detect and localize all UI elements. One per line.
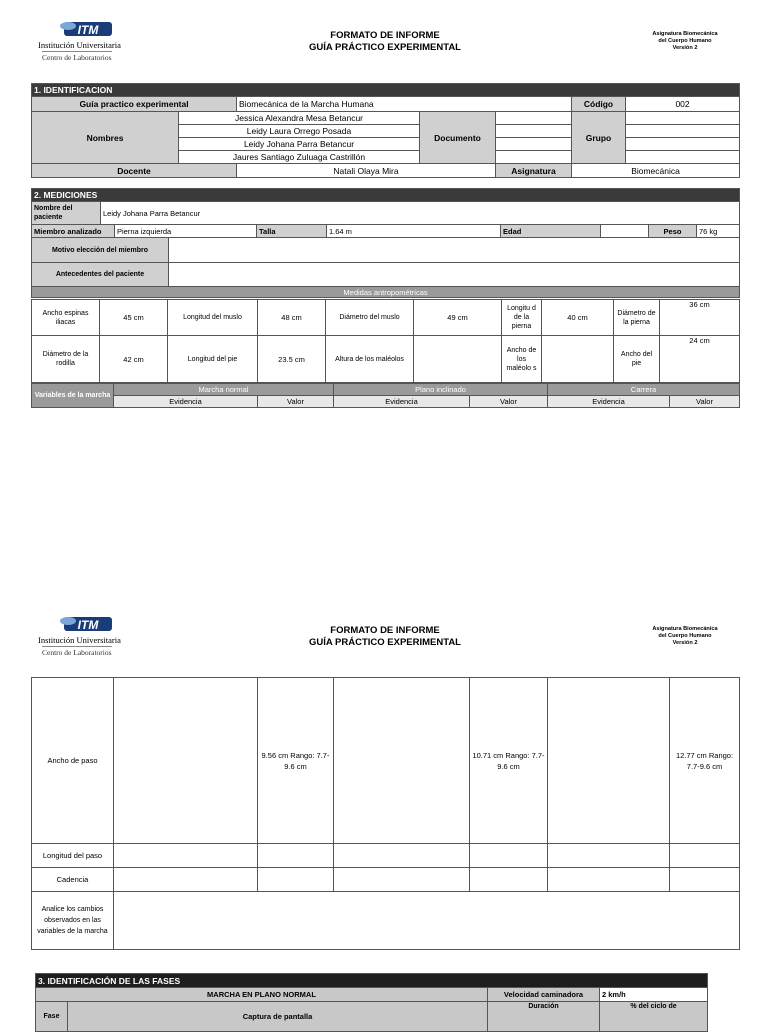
longitud-1 xyxy=(114,844,258,868)
ancho-maleolos-label: Ancho de los maléolo s xyxy=(502,336,542,383)
page1-header xyxy=(0,18,768,78)
doc-title-2 xyxy=(250,625,520,649)
photo-carrera xyxy=(548,678,670,844)
evidencia-2: Evidencia xyxy=(334,396,470,408)
ancho-pie-label: Ancho del pie xyxy=(614,336,660,383)
photo-marcha-normal xyxy=(114,678,258,844)
cadencia-label: Cadencia xyxy=(32,868,114,892)
documento-2 xyxy=(496,125,572,138)
edad-label: Edad xyxy=(501,225,601,238)
longitud-4 xyxy=(470,844,548,868)
doc-title-line1: FORMATO DE INFORME xyxy=(330,30,440,41)
fase-label: Fase xyxy=(36,1002,68,1032)
institution-name-2: Institución Universitaria xyxy=(38,635,121,645)
institution-name: Institución Universitaria xyxy=(38,40,121,50)
miembro-label: Miembro analizado xyxy=(32,225,115,238)
doc-subject-2 xyxy=(640,626,730,647)
long-pierna-label: Longitu d de la pierna xyxy=(502,300,542,336)
diam-muslo-value: 49 cm xyxy=(414,300,502,336)
nombre-4: Jaures Santiago Zuluaga Castrillón xyxy=(179,151,420,164)
section-fases-title: 3. IDENTIFICACIÓN DE LAS FASES xyxy=(36,974,708,988)
cadencia-6 xyxy=(670,868,740,892)
doc-title-2-line1: FORMATO DE INFORME xyxy=(330,625,440,636)
documento-label: Documento xyxy=(420,112,496,164)
variables-table xyxy=(31,383,740,408)
doc-subject-line1: Asignatura Biomecánica xyxy=(652,31,718,37)
motivo-label: Motivo elección del miembro xyxy=(32,238,169,263)
guia-label: Guía practico experimental xyxy=(32,97,237,112)
longitud-paso-label: Longitud del paso xyxy=(32,844,114,868)
cadencia-3 xyxy=(334,868,470,892)
valor-3: Valor xyxy=(670,396,740,408)
longitud-6 xyxy=(670,844,740,868)
doc-title-line2: GUÍA PRÁCTICO EXPERIMENTAL xyxy=(308,42,461,53)
motivo-value xyxy=(169,238,740,263)
grupo-4 xyxy=(626,151,740,164)
marcha-normal-header: Marcha normal xyxy=(114,384,334,396)
medidas-title: Medidas antropométricas xyxy=(32,287,740,298)
cadencia-2 xyxy=(258,868,334,892)
ancho-paso-value-1: 9.56 cm Rango: 7.7-9.6 cm xyxy=(258,678,334,844)
doc-title xyxy=(250,30,520,54)
grupo-3 xyxy=(626,138,740,151)
ciclo-label: % del ciclo de xyxy=(600,1002,708,1032)
antecedentes-label: Antecedentes del paciente xyxy=(32,263,169,287)
doc-title-2-line2: GUÍA PRÁCTICO EXPERIMENTAL xyxy=(308,637,461,648)
fases-table xyxy=(35,973,708,1032)
section-identificacion-title: 1. IDENTIFICACION xyxy=(32,84,740,97)
guia-value: Biomecánica de la Marcha Humana xyxy=(237,97,572,112)
medidas-table xyxy=(31,299,740,383)
diam-rodilla-label: Diámetro de la rodilla xyxy=(32,336,100,383)
codigo-label: Código xyxy=(572,97,626,112)
longitud-3 xyxy=(334,844,470,868)
ancho-maleolos-value xyxy=(542,336,614,383)
doc-subject-2-line3: Versión 2 xyxy=(672,640,698,646)
doc-subject xyxy=(640,31,730,52)
antecedentes-value xyxy=(169,263,740,287)
logo-text: ITM xyxy=(77,23,99,37)
velocidad-value: 2 km/h xyxy=(600,988,708,1002)
long-pierna-value: 40 cm xyxy=(542,300,614,336)
ancho-paso-label: Ancho de paso xyxy=(32,678,114,844)
doc-subject-line2: del Cuerpo Humano xyxy=(658,38,712,44)
documento-1 xyxy=(496,112,572,125)
ancho-paso-table xyxy=(31,677,740,950)
itm-logo-icon-2 xyxy=(54,615,114,633)
ancho-espinas-label: Ancho espinas iliacas xyxy=(32,300,100,336)
carrera-header: Carrera xyxy=(548,384,740,396)
asignatura-value: Biomecánica xyxy=(572,164,740,178)
centro-name-2: Centro de Laboratorios xyxy=(42,648,112,657)
talla-value: 1.64 m xyxy=(327,225,501,238)
marcha-plano-header: MARCHA EN PLANO NORMAL xyxy=(36,988,488,1002)
cadencia-1 xyxy=(114,868,258,892)
logo-text-2: ITM xyxy=(77,618,99,632)
long-pie-label: Longitud del pie xyxy=(168,336,258,383)
altura-maleolos-label: Altura de los maléolos xyxy=(326,336,414,383)
documento-3 xyxy=(496,138,572,151)
duracion-label: Duración xyxy=(488,1002,600,1032)
diam-muslo-label: Diámetro del muslo xyxy=(326,300,414,336)
cadencia-4 xyxy=(470,868,548,892)
documento-4 xyxy=(496,151,572,164)
itm-logo-2 xyxy=(36,613,121,663)
docente-label: Docente xyxy=(32,164,237,178)
long-muslo-label: Longitud del muslo xyxy=(168,300,258,336)
velocidad-label: Velocidad caminadora xyxy=(488,988,600,1002)
long-pie-value: 23.5 cm xyxy=(258,336,326,383)
grupo-1 xyxy=(626,112,740,125)
centro-name: Centro de Laboratorios xyxy=(42,53,112,62)
ancho-paso-value-2: 10.71 cm Rango: 7.7-9.6 cm xyxy=(470,678,548,844)
evidencia-3: Evidencia xyxy=(548,396,670,408)
itm-logo xyxy=(36,18,121,68)
variables-label: Variables de la marcha xyxy=(32,384,114,408)
paciente-label: Nombre del paciente xyxy=(32,202,101,225)
nombre-2: Leidy Laura Orrego Posada xyxy=(179,125,420,138)
nombres-label: Nombres xyxy=(32,112,179,164)
asignatura-label: Asignatura xyxy=(496,164,572,178)
miembro-value: Pierna izquierda xyxy=(115,225,257,238)
nombre-3: Leidy Johana Parra Betancur xyxy=(179,138,420,151)
valor-2: Valor xyxy=(470,396,548,408)
long-muslo-value: 48 cm xyxy=(258,300,326,336)
grupo-2 xyxy=(626,125,740,138)
photo-plano-inclinado xyxy=(334,678,470,844)
valor-1: Valor xyxy=(258,396,334,408)
grupo-label: Grupo xyxy=(572,112,626,164)
diam-pierna-label: Diámetro de la pierna xyxy=(614,300,660,336)
peso-value: 76 kg xyxy=(697,225,740,238)
longitud-5 xyxy=(548,844,670,868)
diam-pierna-value: 36 cm xyxy=(660,300,740,336)
page2-header xyxy=(0,613,768,673)
peso-label: Peso xyxy=(649,225,697,238)
codigo-value: 002 xyxy=(626,97,740,112)
cadencia-5 xyxy=(548,868,670,892)
docente-value: Natali Olaya Mira xyxy=(237,164,496,178)
diam-rodilla-value: 42 cm xyxy=(100,336,168,383)
paciente-value: Leidy Johana Parra Betancur xyxy=(101,202,740,225)
ancho-espinas-value: 45 cm xyxy=(100,300,168,336)
plano-inclinado-header: Plano inclinado xyxy=(334,384,548,396)
captura-label: Captura de pantalla xyxy=(68,1002,488,1032)
talla-label: Talla xyxy=(257,225,327,238)
itm-logo-icon xyxy=(54,20,114,38)
doc-subject-2-line1: Asignatura Biomecánica xyxy=(652,626,718,632)
ancho-paso-value-3: 12.77 cm Rango: 7.7-9.6 cm xyxy=(670,678,740,844)
doc-subject-2-line2: del Cuerpo Humano xyxy=(658,633,712,639)
ancho-pie-value: 24 cm xyxy=(660,336,740,383)
altura-maleolos-value xyxy=(414,336,502,383)
edad-value xyxy=(601,225,649,238)
analice-value xyxy=(114,892,740,950)
longitud-2 xyxy=(258,844,334,868)
section-mediciones-title: 2. MEDICIONES xyxy=(32,189,740,202)
doc-subject-line3: Versión 2 xyxy=(672,45,698,51)
analice-label: Analice los cambios observados en las variables de la marcha xyxy=(32,892,114,950)
identificacion-table xyxy=(31,83,740,178)
evidencia-1: Evidencia xyxy=(114,396,258,408)
nombre-1: Jessica Alexandra Mesa Betancur xyxy=(179,112,420,125)
mediciones-table xyxy=(31,188,740,298)
